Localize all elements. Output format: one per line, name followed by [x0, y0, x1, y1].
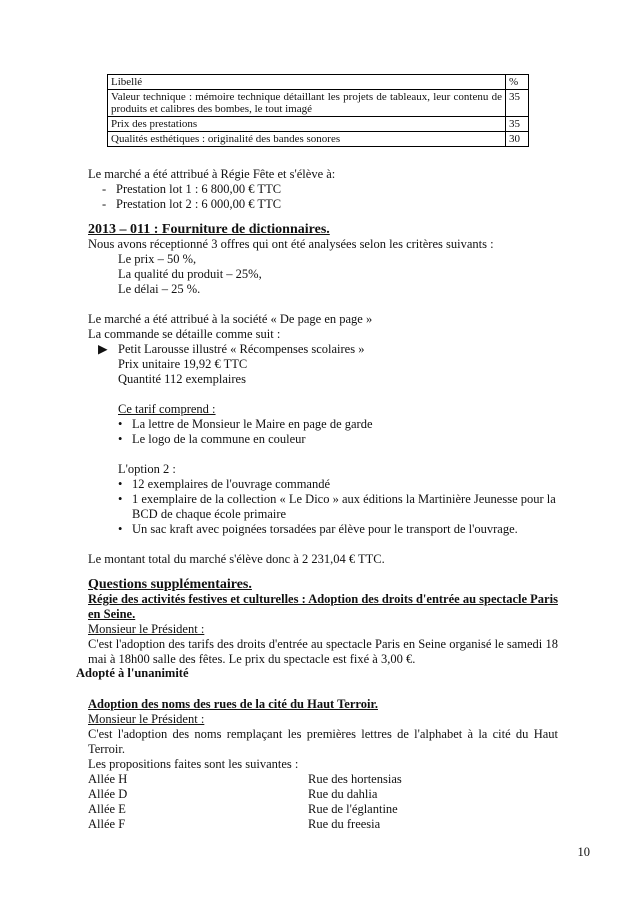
table-row: [108, 132, 529, 147]
table-cell-label: Qualités esthétiques : originalité des bandes sonores: [108, 132, 506, 147]
rues-title: Adoption des noms des rues de la cité du Haut Terroir.: [88, 697, 378, 711]
section-title: 2013 – 011 : Fourniture de dictionnaires.: [88, 222, 330, 237]
dash-marker: -: [102, 197, 107, 211]
bullet-icon: •: [118, 522, 123, 536]
section-2013-011: [88, 222, 558, 567]
tarif-title: Ce tarif comprend :: [118, 402, 216, 416]
option-title: L'option 2 :: [118, 462, 176, 476]
street-new: Rue du dahlia: [308, 787, 378, 801]
list-item: • 12 exemplaires de l'ouvrage commandé: [118, 477, 331, 491]
arrow-bullet-icon: ▶: [98, 342, 108, 356]
street-new: Rue du freesia: [308, 817, 381, 831]
criterion: Le délai – 25 %.: [118, 282, 201, 296]
table-header-label: Libellé: [108, 75, 506, 90]
street-old: Allée E: [88, 802, 126, 816]
table-cell-pct: 30: [506, 132, 529, 147]
list-item: • Un sac kraft avec poignées torsadées par élève pour le transport de l'ouvrage.: [118, 522, 518, 536]
award1-intro: Le marché a été attribué à Régie Fête et s'élève à:: [88, 167, 336, 181]
award-text: Le marché a été attribué à la société « De page en page »: [88, 312, 373, 326]
list-item: • Le logo de la commune en couleur: [118, 432, 306, 446]
option-list: [88, 477, 558, 537]
street-old: Allée F: [88, 817, 126, 831]
list-item: - Prestation lot 1 : 6 800,00 € TTC: [102, 182, 282, 196]
regie-text: C'est l'adoption des tarifs des droits d'entrée au spectacle Paris en Seine organisé le samedi 18 mai à 18h00 salle des fêtes. Le prix du spectacle est fixé à 3,00 €.: [88, 637, 558, 666]
questions-title: Questions supplémentaires.: [88, 577, 252, 592]
product-price: Prix unitaire 19,92 € TTC: [118, 357, 248, 371]
street-old: Allée H: [88, 772, 128, 786]
streets-list: [88, 772, 558, 832]
bullet-icon: •: [118, 432, 123, 446]
rues-section: [88, 697, 558, 832]
list-item: • 1 exemplaire de la collection « Le Dico » aux éditions la Martinière Jeunesse pour la BCD de chaque école primaire: [118, 492, 556, 521]
dash-marker: -: [102, 182, 107, 196]
table-cell-pct: 35: [506, 90, 529, 117]
bullet-icon: •: [118, 477, 123, 491]
section-intro: Nous avons réceptionné 3 offres qui ont été analysées selon les critères suivants :: [88, 237, 494, 251]
product-qty: Quantité 112 exemplaires: [118, 372, 246, 386]
street-new: Rue de l'églantine: [308, 802, 398, 816]
page-number: 10: [577, 845, 590, 859]
product-item: ▶ Petit Larousse illustré « Récompenses scolaires »: [98, 342, 365, 356]
bullet-icon: •: [118, 492, 123, 506]
table-row: [108, 117, 529, 132]
table-cell-label: Valeur technique : mémoire technique détaillant les projets de tableaux, leur contenu de produits et calibres des bombes, le tout imagé: [108, 90, 506, 117]
adopted-label: Adopté à l'unanimité: [76, 666, 189, 680]
award1-block: [88, 167, 558, 212]
criterion: Le prix – 50 %,: [118, 252, 197, 266]
table-header-pct: %: [506, 75, 529, 90]
table-cell-pct: 35: [506, 117, 529, 132]
regie-title: Régie des activités festives et culturelles : Adoption des droits d'entrée au spectacle Paris en Seine.: [88, 592, 558, 621]
criteria-list: [88, 252, 558, 297]
rues-proposals-intro: Les propositions faites sont les suivantes :: [88, 757, 299, 771]
tarif-list: [88, 417, 558, 447]
street-new: Rue des hortensias: [308, 772, 402, 786]
table-row: [108, 90, 529, 117]
criterion: La qualité du produit – 25%,: [118, 267, 262, 281]
list-item: - Prestation lot 2 : 6 000,00 € TTC: [102, 197, 282, 211]
rues-text: C'est l'adoption des noms remplaçant les premières lettres de l'alphabet à la cité du Haut Terroir.: [88, 727, 558, 756]
street-old: Allée D: [88, 787, 128, 801]
questions-section: [88, 577, 558, 667]
president-label: Monsieur le Président :: [88, 622, 205, 636]
detail-intro: La commande se détaille comme suit :: [88, 327, 281, 341]
list-item: • La lettre de Monsieur le Maire en page de garde: [118, 417, 373, 431]
bullet-icon: •: [118, 417, 123, 431]
total-text: Le montant total du marché s'élève donc à 2 231,04 € TTC.: [88, 552, 385, 566]
table-cell-label: Prix des prestations: [108, 117, 506, 132]
president-label: Monsieur le Président :: [88, 712, 205, 726]
criteria-table: [107, 74, 529, 147]
table-header-row: [108, 75, 529, 90]
